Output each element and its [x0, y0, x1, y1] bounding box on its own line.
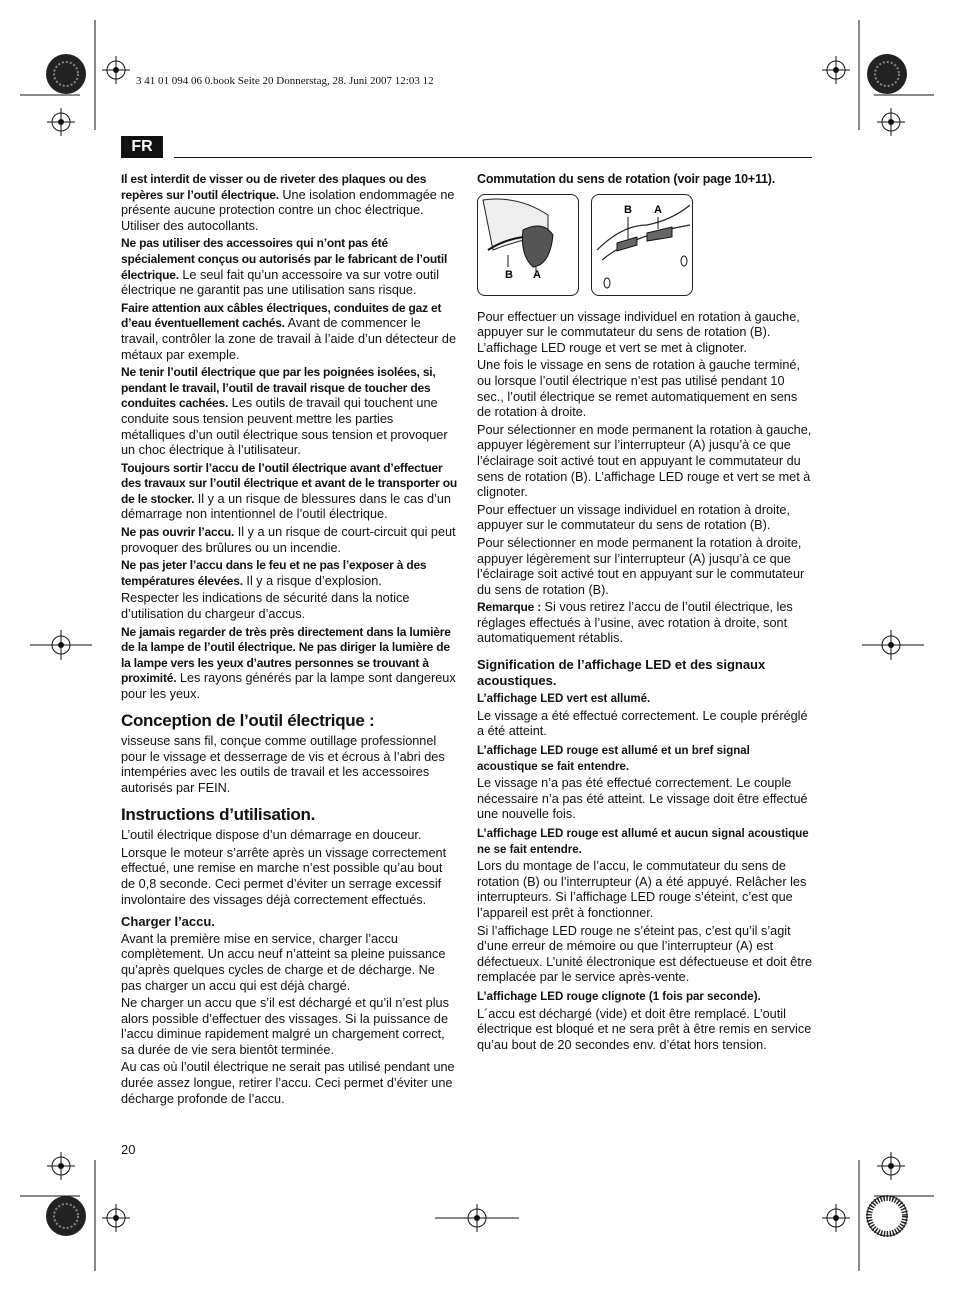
page-number: 20	[121, 1142, 136, 1157]
led-red-signal-heading: L’affichage LED rouge est allumé et un bref signal acoustique se fait entendre.	[477, 745, 750, 773]
switch-figure-1	[477, 194, 579, 296]
fig1-label-a: A	[533, 268, 541, 281]
remark-paragraph: Remarque : Si vous retirez l’accu de l’outil électrique, les réglages effectués à l’usine, avec rotation à droite, sont automatiquement rétablis.	[477, 600, 793, 646]
conception-text: visseuse sans fil, conçue comme outillage professionnel pour le vissage et desserrage de vis et écrous à l’abri des intempéries avec les outils de travail et les accessoires autorisés par FEIN.	[121, 734, 445, 795]
safety-paragraph: Ne jamais regarder de très près directement dans la lumière de la lampe de l’outil électrique. Ne pas diriger la lumière de la lampe vers les yeux d’autres personnes se trouvant à proximité. Les rayons générés par la lampe sont dangereux pour les yeux.	[121, 624, 456, 701]
rotation-paragraph: Pour sélectionner en mode permanent la rotation à droite, appuyer légèrement sur l’interrupteur (A) jusqu’à ce que l’éclairage soit activé tout en appuyant sur le commutateur du sens de rotation (B).	[477, 535, 805, 597]
right-column	[477, 172, 813, 1055]
rotation-paragraph: Pour effectuer un vissage individuel en rotation à droite, appuyer sur le commutateur du sens de rotation (B).	[477, 502, 790, 533]
left-column	[121, 172, 457, 1109]
fig1-label-b: B	[505, 268, 513, 281]
safety-paragraph: Ne pas ouvrir l’accu. Il y a un risque de court-circuit qui peut provoquer des brûlures ou un incendie.	[121, 525, 456, 555]
led-red-nosignal-text: Si l’affichage LED rouge ne s’éteint pas, c’est qu’il s’agit d’une erreur de mémoire ou que l’interrupteur (A) est défectueux. L’unité électronique est défectueuse et doit être remplacée par le service après-vente.	[477, 923, 813, 985]
led-blink-heading: L’affichage LED rouge clignote (1 fois par seconde).	[477, 990, 761, 1003]
rotation-paragraph: Pour effectuer un vissage individuel en rotation à gauche, appuyer sur le commutateur du sens de rotation (B). L’affichage LED rouge et vert se met à clignoter.	[477, 309, 800, 355]
section-heading-conception: Conception de l’outil électrique :	[121, 710, 375, 730]
safety-paragraph: Ne pas utiliser des accessoires qui n’ont pas été spécialement conçus ou autorisés par le fabricant de l’outil électrique. Le seul fait qu’un accessoire va sur votre outil électrique ne garantit pas une utilisation sans risque.	[121, 236, 448, 298]
fig2-label-a: A	[654, 203, 662, 216]
section-heading-instructions: Instructions d’utilisation.	[121, 804, 316, 824]
safety-paragraph: Respecter les indications de sécurité dans la notice d’utilisation du chargeur d’accus.	[121, 591, 410, 622]
heading-commutation: Commutation du sens de rotation (voir page 10+11).	[477, 172, 776, 186]
rotation-paragraph: Une fois le vissage en sens de rotation à gauche terminé, ou lorsque l’outil électrique n’est pas utilisé pendant 10 sec., l’outil électrique se remet automatiquement en sens de rotation à droite.	[477, 358, 801, 420]
instructions-paragraph: Lorsque le moteur s’arrête après un vissage correctement effectué, une remise en marche n’est possible qu’au bout de 0,8 seconde. Ceci permet d’éviter un serrage excessif involontaire des vissages déjà correctement effectués.	[121, 845, 447, 907]
fig2-label-b: B	[624, 203, 632, 216]
safety-paragraph: Il est interdit de visser ou de riveter des plaques ou des repères sur l’outil électrique. Une isolation endommagée ne présente aucune protection contre un choc électrique. Utiliser des autocollants.	[121, 172, 455, 233]
charger-paragraph: Au cas où l’outil électrique ne serait pas utilisé pendant une durée assez longue, retirer l’accu. Ceci permet d’éviter une décharge profonde de l’accu.	[121, 1060, 455, 1106]
led-red-nosignal-heading: L’affichage LED rouge est allumé et aucun signal acoustique ne se fait entendre.	[477, 828, 809, 856]
switch-figure-2	[591, 194, 693, 296]
led-blink-text: L´accu est déchargé (vide) et doit être remplacé. L’outil électrique est bloqué et ne sera prêt à être remis en service qu’au bout de 20 secondes env. d’état hors tension.	[477, 1006, 812, 1052]
safety-paragraph: Ne tenir l’outil électrique que par les poignées isolées, si, pendant le travail, l’outil de travail risque de toucher des conduites cachées. Les outils de travail qui touchent une conduite sous tension peuvent mettre les parties métalliques d’un outil électrique sous tension et provoquer un choc électrique à l’utilisateur.	[121, 365, 448, 458]
heading-led-meaning: Signification de l’affichage LED et des signaux acoustiques.	[477, 657, 766, 688]
language-badge: FR	[121, 136, 163, 158]
led-red-nosignal-text: Lors du montage de l’accu, le commutateur du sens de rotation (B) ou l’interrupteur (A) a été appuyé. Relâcher les interrupteurs. Si l’affichage LED rouge s’éteint, c’est que l’appareil est prêt à fonctionner.	[477, 859, 807, 920]
header-rule	[174, 157, 812, 158]
file-header: 3 41 01 094 06 0.book Seite 20 Donnerstag, 28. Juni 2007 12:03 12	[136, 75, 434, 87]
safety-paragraph: Toujours sortir l’accu de l’outil électrique avant d’effectuer des travaux sur l’outil électrique et avant de le transporter ou de le stocker. Il y a un risque de blessures dans le cas d’un démarrage non intentionnel de l’outil électrique.	[121, 460, 457, 522]
charger-paragraph: Avant la première mise en service, charger l’accu complètement. Un accu neuf n’atteint sa pleine puissance qu’après quelques cycles de charge et de décharge. Ne pas charger un accu qui est déjà chargé.	[121, 931, 446, 993]
safety-paragraph: Faire attention aux câbles électriques, conduites de gaz et d’eau éventuellement cachés. Avant de commencer le travail, contrôler la zone de travail à l’aide d’un détecteur de métaux par exemple.	[121, 300, 457, 362]
led-red-signal-text: Le vissage n’a pas été effectué correctement. Le couple nécessaire n’a pas été atteint. Le vissage doit être effectué une nouvelle fois.	[477, 776, 808, 822]
switch-figures	[477, 194, 813, 296]
instructions-paragraph: L’outil électrique dispose d’un démarrage en douceur.	[121, 828, 422, 843]
subheading-charger: Charger l’accu.	[121, 914, 215, 930]
led-green-heading: L’affichage LED vert est allumé.	[477, 693, 651, 706]
rotation-paragraph: Pour sélectionner en mode permanent la rotation à gauche, appuyer légèrement sur l’interrupteur (A) jusqu’à ce que l’éclairage soit activé tout en appuyant le commutateur du sens de rotation (B). L’affichage LED rouge et vert se met à clignoter.	[477, 422, 812, 500]
charger-paragraph: Ne charger un accu que s’il est déchargé et qu’il n’est plus alors possible d’effectuer des vissages. Si la puissance de l’accu diminue rapidement malgré un chargement correct, sa durée de vie sera bientôt terminée.	[121, 996, 449, 1057]
safety-paragraph: Ne pas jeter l’accu dans le feu et ne pas l’exposer à des températures élevées. Il y a risque d’explosion.	[121, 558, 427, 588]
led-green-text: Le vissage a été effectué correctement. Le couple préréglé a été atteint.	[477, 708, 808, 739]
